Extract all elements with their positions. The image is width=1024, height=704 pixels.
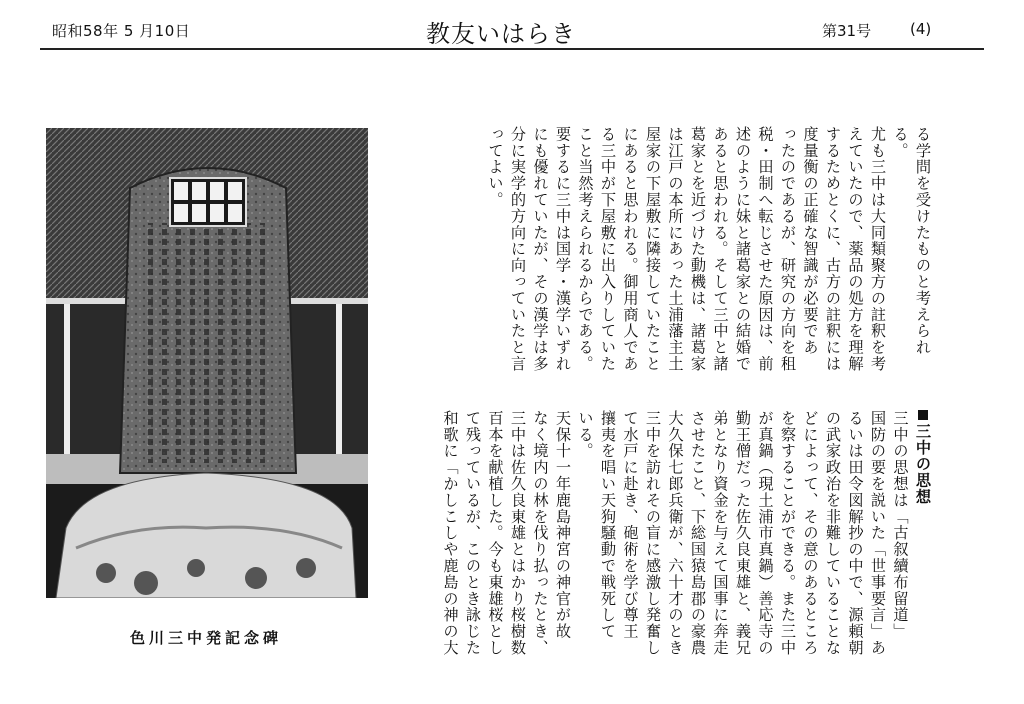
text-line: 度量衡の正確な智識が必要であ — [801, 126, 820, 356]
text-line: 屋家の下屋敷に隣接していたこと — [644, 126, 662, 372]
issue-date: 昭和58年 5 月10日 — [52, 22, 191, 40]
text-line: にも優れていたが、その漢学は多 — [531, 126, 550, 372]
text-line: る三中が下屋敷に出入りしていた — [599, 126, 617, 372]
text-line: 弟となり資金を与えて国事に奔走 — [711, 410, 730, 656]
text-line: こと当然考えられるからである。 — [576, 126, 595, 372]
text-line: 国防の要を説いた「世事要言」あ — [869, 410, 887, 656]
text-line: 大久保七郎兵衛が、六十才のとき — [666, 410, 685, 656]
upper-article-text — [446, 126, 934, 384]
text-line: 三中を訪れその盲に感激し発奮し — [644, 410, 662, 656]
text-line: いる。 — [576, 410, 595, 460]
text-line: が真鍋（現土浦市真鍋）善応寺の — [756, 410, 775, 656]
text-line: どによって、その意のあるところ — [801, 410, 820, 656]
text-line: えていたので、薬品の処方を理解 — [846, 126, 865, 372]
text-line: ったのであるが、研究の方向を租 — [779, 126, 797, 372]
text-line: するためとくに、古方の註釈には — [824, 126, 842, 372]
text-line: 和歌に「かしこしや鹿島の神の大 — [441, 410, 460, 656]
text-line: 尤も三中は大同類聚方の註釈を考 — [869, 126, 887, 372]
text-line: 分に実学的方向に向っていたと言 — [509, 126, 527, 372]
page-header — [0, 0, 1024, 48]
issue-number: 第31号 — [822, 22, 872, 40]
text-line: を察することができる。また三中 — [779, 410, 797, 656]
text-line: 要するに三中は国学・漢学いずれ — [554, 126, 572, 372]
text-line: 三中は佐久良東雄とはかり桜樹数 — [509, 410, 527, 656]
text-line: るいは田令図解抄の中で、源頼朝 — [846, 410, 865, 656]
text-line: 葛家とを近づけた動機は、諸葛家 — [689, 126, 707, 372]
section-heading — [912, 410, 935, 692]
monument-icon — [46, 128, 368, 598]
text-line: は江戸の本所にあった土浦藩主土 — [666, 126, 685, 372]
text-line: 勤王僧だった佐久良東雄と、義兄 — [734, 410, 752, 656]
text-line: る学問を受けたものと考えられる。 — [891, 126, 932, 356]
text-line: て残っているが、このとき詠じた — [464, 410, 482, 656]
text-line: なく境内の林を伐り払ったとき、 — [531, 410, 550, 656]
text-line: 三中の思想は「古叙續布留道」 — [891, 410, 910, 640]
section-heading-text: 三中の思想 — [914, 423, 932, 505]
header-rule — [40, 48, 984, 50]
page-number: (4) — [910, 20, 932, 38]
lower-article-text — [400, 410, 934, 692]
text-line: ってよい。 — [486, 126, 505, 208]
text-line: 百本を献植した。今も東雄桜とし — [486, 410, 505, 656]
heading-marker-icon — [918, 410, 928, 420]
photo-caption: 色川三中発記念碑 — [130, 629, 283, 647]
text-line: 述のように妹と諸葛家との結婚で — [734, 126, 752, 372]
text-line: の武家政治を非難していることな — [824, 410, 842, 656]
text-line: にあると思われる。御用商人であ — [621, 126, 640, 372]
text-line: 攘夷を唱い天狗騒動で戦死して — [599, 410, 617, 640]
text-line: て水戸に赴き、砲術を学び尊王 — [621, 410, 640, 640]
text-line: あると思われる。そして三中と諸 — [711, 126, 730, 372]
newsletter-title: 教友いはらき — [426, 20, 576, 48]
text-line: 天保十一年鹿島神宮の神官が故 — [554, 410, 572, 640]
text-line: 税・田制へ転じさせた原因は、前 — [756, 126, 775, 372]
monument-photo — [46, 128, 368, 598]
text-line: させたこと、下総国猿島郡の豪農 — [689, 410, 707, 656]
